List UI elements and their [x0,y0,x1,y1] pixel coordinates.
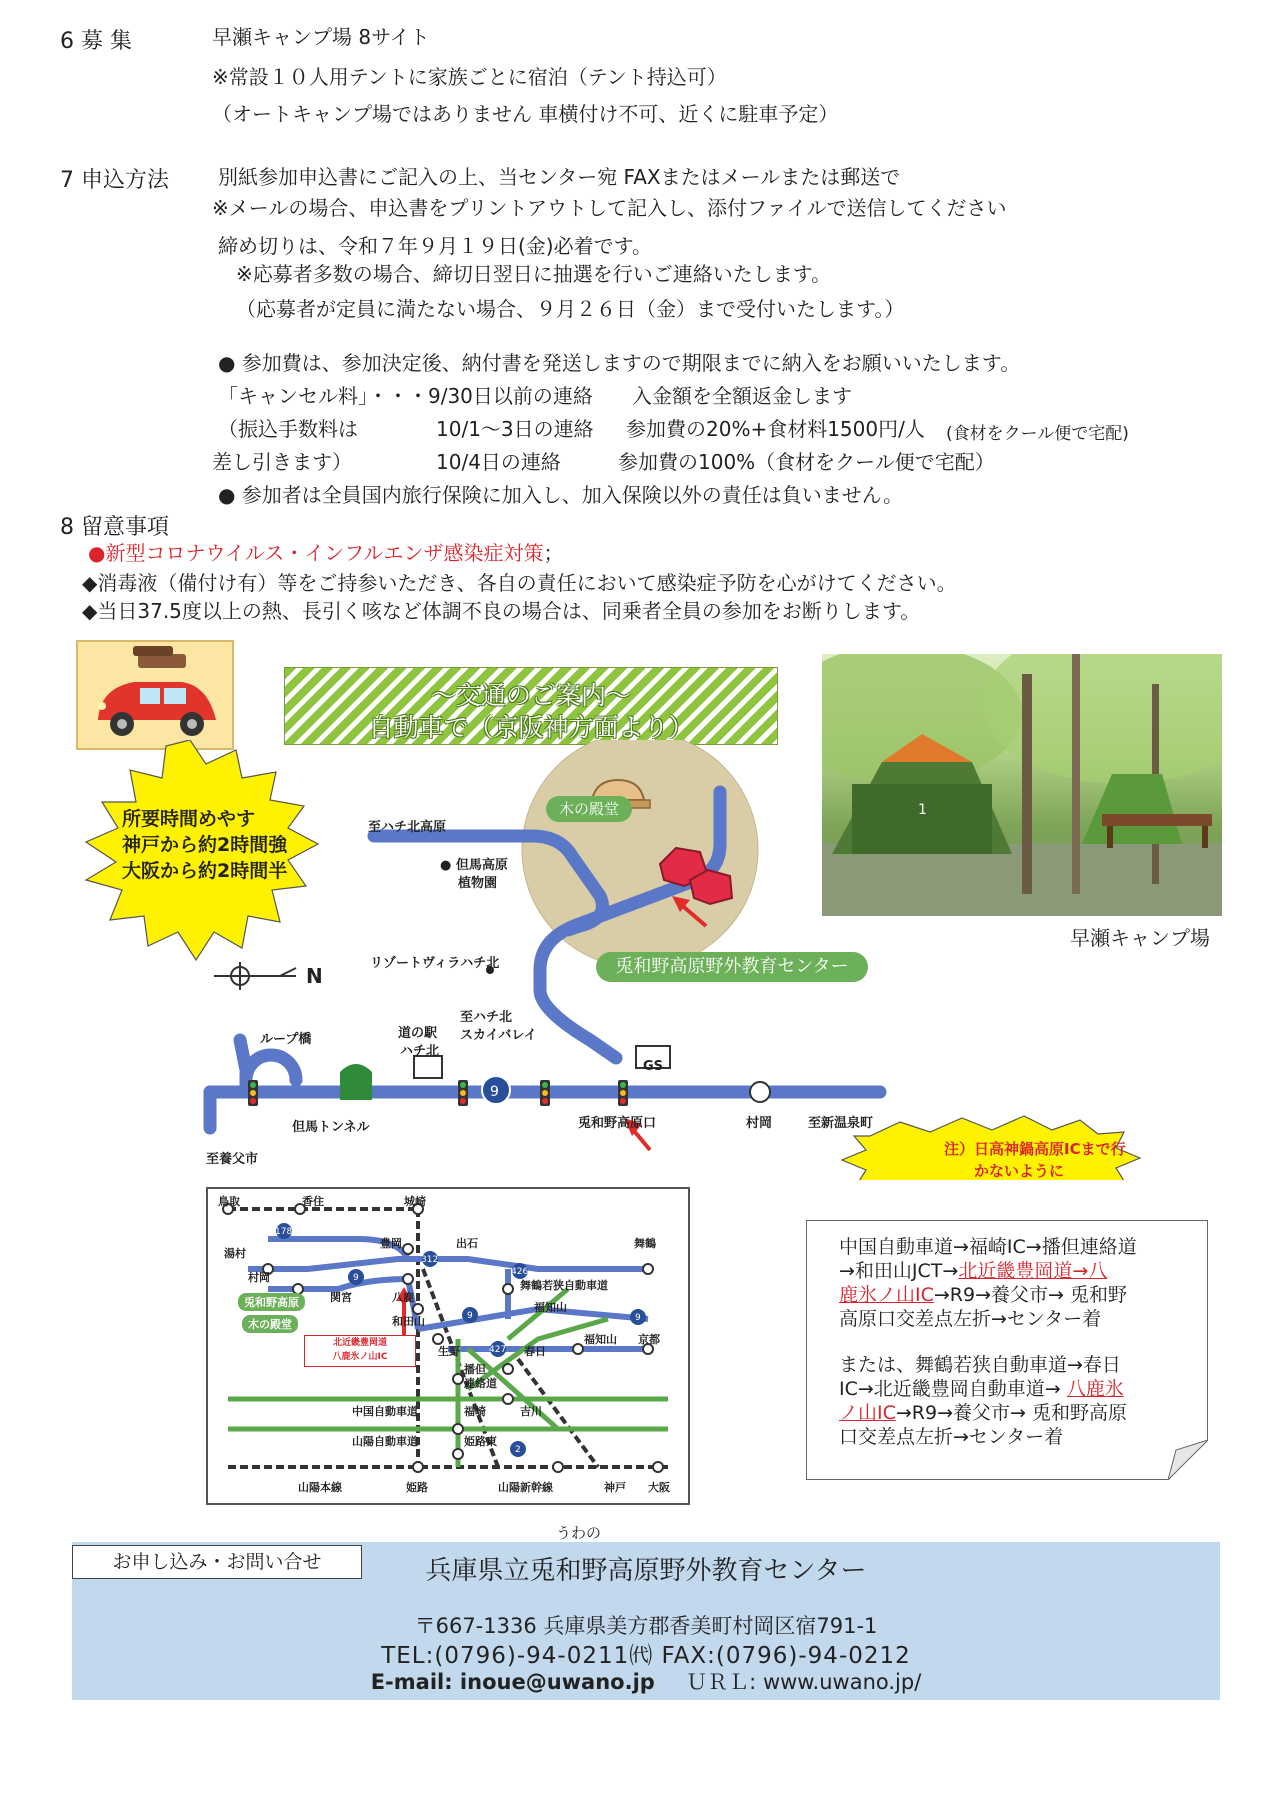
label-to-yabu: 至養父市 [206,1152,259,1167]
tent-number: 1 [918,802,927,818]
mini-kitakinki-box [304,1335,416,1367]
section6-line3: （オートキャンプ場ではありません 車横付け不可、近くに駐車予定） [212,102,839,126]
cancel-line2-fee: 参加費の20%+食材料1500円/人 [626,417,925,441]
section7-line2: ※メールの場合、申込書をプリントアウトして記入し、添付ファイルで送信してください [212,196,1007,220]
cancel-line1: 「キャンセル料」・・・9/30日以前の連絡 [218,384,593,408]
mini-route-9b: 9 [467,1311,473,1321]
mini-fukuchiyama2: 福知山 [584,1333,617,1346]
route2-d: ノ山IC [839,1402,896,1424]
mini-route-178: 178 [275,1227,293,1237]
north-label: N [306,964,323,988]
mini-osaka: 大阪 [648,1481,670,1494]
label-gs: GS [643,1059,664,1074]
banner-line2: 自動車で（京阪神方面より） [368,713,694,742]
mini-route-9c: 9 [635,1313,641,1323]
mini-route-426: 426 [511,1267,529,1277]
section6-line2: ※常設１０人用テントに家族ごとに宿泊（テント持込可） [212,65,727,89]
label-resort: リゾートヴィラハチ北 [370,956,500,971]
route9-label: 9 [490,1084,499,1100]
mini-route-2: 2 [515,1445,521,1455]
route2-b: IC→北近畿豊岡自動車道→ [839,1378,1067,1400]
section7-line4: ※応募者多数の場合、締切日翌日に抽選を行いご連絡いたします。 [236,262,832,286]
mini-kitakinki-1: 北近畿豊岡道 [332,1338,387,1348]
email-url-line [72,1666,1220,1696]
mini-kasuga: 春日 [524,1345,546,1358]
corona-tail: ； [543,541,564,565]
label-skyvalley-2: スカイバレイ [460,1028,537,1043]
label-roadside-1: 道の駅 [398,1026,438,1041]
mini-route-427: 427 [489,1345,507,1355]
mini-sanyo-exp: 山陽自動車道 [352,1435,418,1448]
access-banner [284,667,778,745]
section8-heading: 8 留意事項 [60,515,169,540]
section6-line1: 早瀬キャンプ場 8サイト [212,25,430,49]
mini-toyooka: 豊岡 [380,1237,402,1250]
route1-f: 高原口交差点左折→センター着 [839,1308,1102,1330]
car-illustration [76,640,234,750]
route2-c: 八鹿氷 [1066,1378,1124,1400]
mini-yumura: 湯村 [224,1247,246,1260]
route2-e: →R9→養父市→ 兎和野高原 [895,1402,1127,1424]
route1-a: 中国自動車道→福崎IC→播但連絡道 [839,1236,1137,1258]
mini-sanyo-line: 山陽本線 [298,1481,342,1494]
cancel-line3-period: 10/4日の連絡 [436,450,561,474]
mini-ikuno: 生野 [438,1345,460,1358]
label-muraoka: 村岡 [746,1116,773,1131]
insurance-note: ● 参加者は全員国内旅行保険に加入し、加入保険以外の責任は負いません。 [218,483,904,507]
address: 〒667-1336 兵庫県美方郡香美町村岡区宿791-1 [414,1614,878,1638]
cancel-line1-refund: 入金額を全額返金します [632,384,852,408]
mini-chugoku: 中国自動車道 [352,1405,418,1418]
mini-bantan-2: 連絡道 [464,1377,497,1390]
section7-line3: 締め切りは、令和７年９月１９日(金)必着です。 [218,234,653,258]
mini-shinkansen: 山陽新幹線 [498,1481,553,1494]
mini-izushi: 出石 [456,1237,478,1250]
mini-kitakinki-2: 八鹿氷ノ山IC [332,1352,388,1362]
caution-line2: ◆消毒液（備付け有）等をご持参いただき、各自の責任において感染症予防を心がけてください。 [82,571,957,595]
route1 [839,1235,1137,1331]
mini-tottori: 鳥取 [218,1195,240,1208]
route1-d: 鹿氷ノ山IC [839,1284,934,1306]
cancel-line3-fee: 参加費の100%（食材をクール便で宅配） [618,450,995,474]
label-tunnel: 但馬トンネル [292,1120,370,1135]
mini-fukuchiyama: 福知山 [534,1301,567,1314]
label-roadside-2: ハチ北 [400,1044,440,1059]
warning-line1: 注）日高神鍋高原ICまで行 [944,1140,1126,1158]
mini-route-9: 9 [353,1273,359,1283]
label-botanical-1: ● 但馬高原 [440,858,508,873]
url-link[interactable]: ＵＲＬ: www.uwano.jp/ [686,1670,922,1694]
label-skyvalley-1: 至ハチ北 [460,1010,513,1025]
mini-sekinomiya: 関宮 [330,1291,352,1304]
mini-kyoto: 京都 [638,1333,660,1346]
mini-maizuru-exp: 舞鶴若狭自動車道 [520,1279,608,1292]
mini-bantan-1: 播但 [464,1363,486,1376]
cancel-line2: （振込手数料は [218,417,358,441]
warning-line2: かないように [974,1162,1065,1180]
caution-line3: ◆当日37.5度以上の熱、長引く咳など体調不良の場合は、同乗者全員の参加をお断りします。 [82,599,921,623]
mini-kasumi: 香住 [302,1195,324,1208]
mini-fukusaki: 福崎 [464,1405,486,1418]
label-loop-bridge: ループ橋 [260,1032,312,1047]
corona-bullet: ● [88,541,106,565]
section7-heading: 7 申込方法 [60,168,169,193]
mini-kinosaki: 城崎 [404,1195,426,1208]
mini-kinotono: 木の殿堂 [242,1315,298,1333]
mini-himeji-higashi: 姫路東 [464,1435,497,1448]
section7-line5: （応募者が定員に満たない場合、９月２６日（金）まで受付いたします。） [236,297,905,321]
contact-label: お申し込み・お問い合せ [72,1545,362,1579]
mini-maizuru: 舞鶴 [634,1237,656,1250]
mini-himeji: 姫路 [406,1481,428,1494]
route1-e: →R9→養父市→ 兎和野 [933,1284,1127,1306]
label-botanical-2: 植物園 [458,876,498,891]
label-center: 兎和野高原野外教育センター [596,952,868,982]
section6-heading: 6 募 集 [60,29,132,54]
travel-time-line3: 大阪から約2時間半 [122,860,288,882]
banner-line1: ～交通のご案内～ [430,681,631,710]
route2-f: 口交差点左折→センター着 [839,1426,1064,1448]
travel-time-line2: 神戸から約2時間強 [122,834,288,856]
fee-note: ● 参加費は、参加決定後、納付書を発送しますので期限までに納入をお願いいたします。 [218,351,1021,375]
travel-time-line1: 所要時間めやす [122,808,256,830]
org-ruby: うわの [556,1524,602,1542]
photo-caption: 早瀬キャンプ場 [1070,926,1210,950]
label-to-shinonsen: 至新温泉町 [808,1116,874,1131]
travel-time-box [122,806,287,884]
route2 [839,1353,1127,1449]
email-link[interactable]: E-mail: inoue@uwano.jp [370,1670,655,1694]
mini-route-312: 312 [421,1255,439,1265]
route1-b: →和田山JCT→ [839,1260,959,1282]
section7-line1: 別紙参加申込書にご記入の上、当センター宛 FAXまたはメールまたは郵送で [218,165,901,189]
warning-note [944,1138,1126,1182]
mini-kobe: 神戸 [604,1481,626,1494]
mini-muraoka: 村岡 [248,1271,270,1284]
org-name: 兵庫県立兎和野高原野外教育センター [425,1556,867,1586]
label-to-hachikita-kogen: 至ハチ北高原 [368,820,447,835]
route1-c: 北近畿豊岡道→八 [958,1260,1108,1282]
mini-uwano: 兎和野高原 [238,1293,305,1311]
cancel-line2-delivery: (食材をクール便で宅配) [946,424,1129,444]
tel-fax: TEL:(0796)-94-0211㈹ FAX:(0796)-94-0212 [381,1643,911,1669]
mini-yoka: 八鹿 [392,1291,414,1304]
route-directions-box [806,1220,1208,1480]
label-kinotono: 木の殿堂 [546,796,632,822]
cancel-line3: 差し引きます） [212,450,352,474]
mini-wadayama: 和田山 [392,1315,425,1328]
label-uwano-kogen-guchi: 兎和野高原口 [578,1116,657,1131]
mini-yokawa: 吉川 [520,1405,542,1418]
regional-map [206,1187,690,1505]
cancel-line2-period: 10/1～3日の連絡 [436,417,594,441]
route2-a: または、舞鶴若狭自動車道→春日 [839,1354,1121,1376]
corona-title: 新型コロナウイルス・インフルエンザ感染症対策 [105,541,544,565]
